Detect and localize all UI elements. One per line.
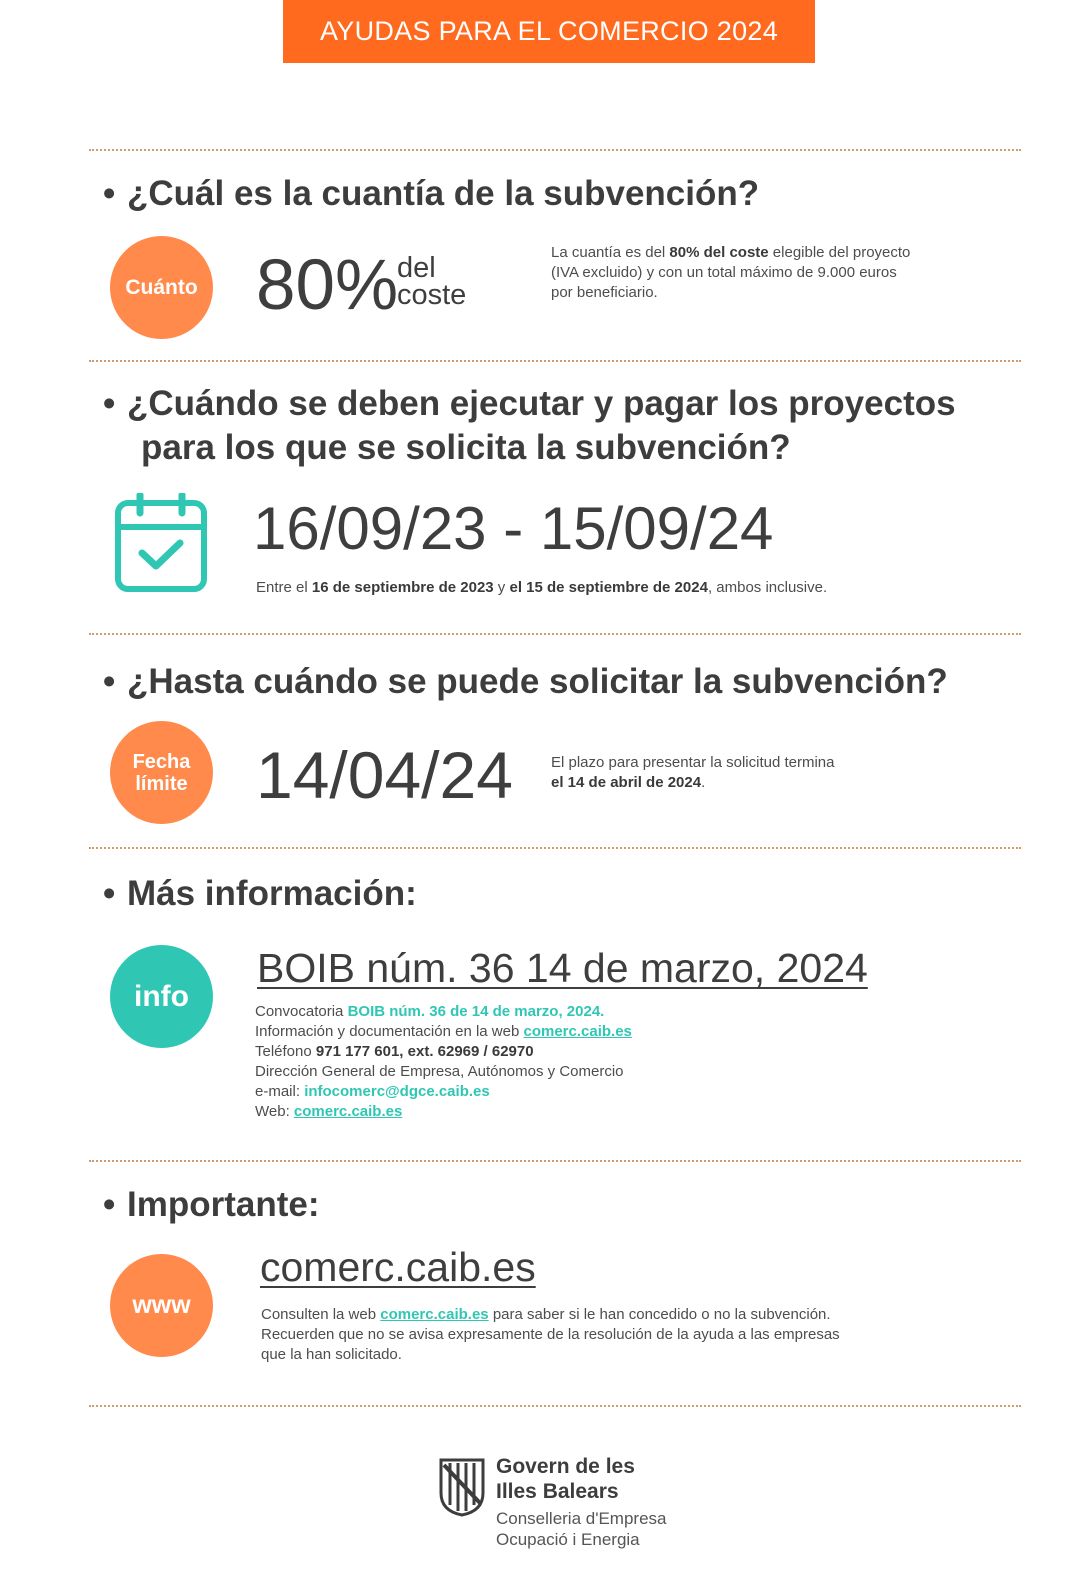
divider <box>89 360 1021 362</box>
web-link[interactable]: comerc.caib.es <box>523 1023 632 1040</box>
header-banner <box>283 0 815 63</box>
badge-fecha-limite: Fecha límite <box>110 721 213 824</box>
divider <box>89 149 1021 151</box>
divider <box>89 1405 1021 1407</box>
divider <box>89 1160 1021 1162</box>
execution-description: Entre el 16 de septiembre de 2023 y el 15 de septiembre de 2024, ambos inclusive. <box>256 579 828 596</box>
important-description: Consulten la web comerc.caib.es para saber si le han concedido o no la subvención. Recuerden que no se avisa expresamente de la resolución de la ayuda a las empresas que la han solicitado. <box>261 1306 840 1363</box>
email-link[interactable]: infocomerc@dgce.caib.es <box>304 1083 490 1100</box>
org-name: Govern de les Illes Balears <box>496 1455 635 1503</box>
badge-www: www <box>110 1254 213 1357</box>
department-name: Conselleria d'Empresa Ocupació i Energia <box>496 1509 667 1549</box>
coat-of-arms-icon <box>438 1457 486 1517</box>
section-title-more-info: • Más información: <box>103 874 417 913</box>
amount-description: La cuantía es del 80% del coste elegible del proyecto (IVA excluido) y con un total máximo de 9.000 euros por beneficiario. <box>551 244 911 301</box>
execution-dates: 16/09/23 - 15/09/24 <box>253 495 774 562</box>
badge-info: info <box>110 945 213 1048</box>
web-link-3[interactable]: comerc.caib.es <box>380 1306 489 1323</box>
divider <box>89 847 1021 849</box>
header-title: AYUDAS PARA EL COMERCIO 2024 <box>319 16 779 46</box>
section-title-deadline: • ¿Hasta cuándo se puede solicitar la subvención? <box>103 662 948 701</box>
divider <box>89 633 1021 635</box>
deadline-description: El plazo para presentar la solicitud termina el 14 de abril de 2024. <box>551 754 835 791</box>
section-title-amount: • ¿Cuál es la cuantía de la subvención? <box>103 174 760 213</box>
badge-cuanto: Cuánto <box>110 236 213 339</box>
comerc-link[interactable]: comerc.caib.es <box>260 1244 536 1290</box>
deadline-date: 14/04/24 <box>256 738 513 812</box>
contact-info: Convocatoria BOIB núm. 36 de 14 de marzo, 2024. Información y documentación en la web comerc.caib.es Teléfono 971 177 601, ext. 62969 / 62970 Dirección General de Empresa, Autónomos y Comercio e-mail: infocomerc@dgce.caib.es Web: comerc.caib.es <box>255 1003 632 1120</box>
calendar-check-icon <box>114 493 208 593</box>
amount-suffix: del coste <box>397 252 467 311</box>
amount-value: 80% <box>256 246 399 325</box>
section-title-execution: • ¿Cuándo se deben ejecutar y pagar los proyectos para los que se solicita la subvención? <box>103 384 956 467</box>
boib-link[interactable]: BOIB núm. 36 14 de marzo, 2024 <box>257 945 868 991</box>
web-link-2[interactable]: comerc.caib.es <box>293 1103 403 1120</box>
section-title-important: • Importante: <box>103 1185 320 1224</box>
